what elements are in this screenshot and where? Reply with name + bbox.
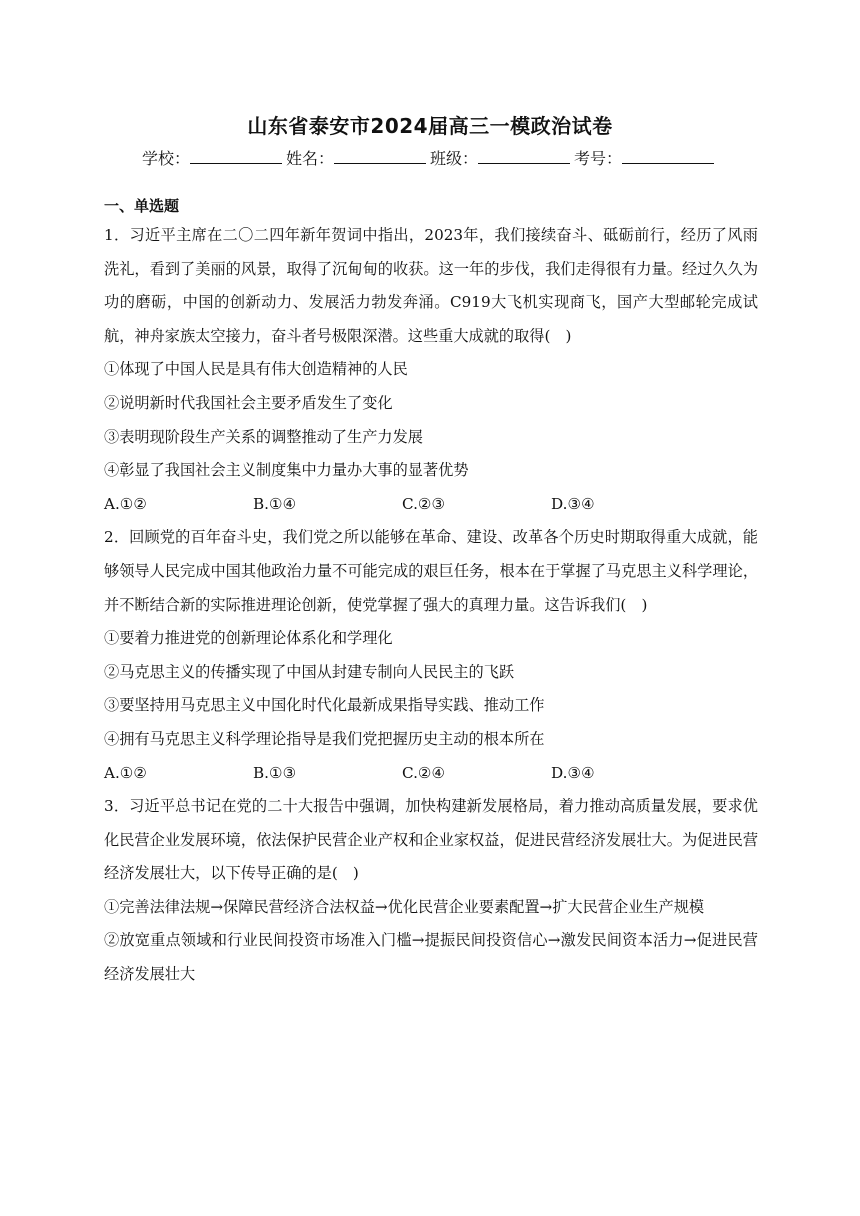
option-c: C.②③ bbox=[402, 494, 446, 513]
answer-options bbox=[104, 488, 758, 522]
exam-no-blank bbox=[622, 149, 714, 164]
option-d: D.③④ bbox=[551, 494, 595, 513]
class-label: 班级： bbox=[430, 149, 479, 168]
statement: ②说明新时代我国社会主要矛盾发生了变化 bbox=[104, 393, 393, 412]
statement: ①完善法律法规→保障民营经济合法权益→优化民营企业要素配置→扩大民营企业生产规模 bbox=[104, 897, 705, 916]
option-a: A.①② bbox=[104, 494, 148, 513]
statement: ②马克思主义的传播实现了中国从封建专制向人民民主的飞跃 bbox=[104, 662, 515, 681]
question-stem: 3．习近平总书记在党的二十大报告中强调，加快构建新发展格局，着力推动高质量发展，要求优化民营企业发展环境，依法保护民营企业产权和企业家权益，促进民营经济发展壮大。为促进民营经济发展壮大，以下传导正确的是( ) bbox=[104, 797, 758, 883]
statement: ③要坚持用马克思主义中国化时代化最新成果指导实践、推动工作 bbox=[104, 696, 545, 715]
class-blank bbox=[478, 149, 570, 164]
question-stem: 1．习近平主席在二〇二四年新年贺词中指出，2023年，我们接续奋斗、砥砺前行，经历了风雨洗礼，看到了美丽的风景，取得了沉甸甸的收获。这一年的步伐，我们走得很有力量。经过久久为功的磨砺，中国的创新动力、发展活力勃发奔涌。C919大飞机实现商飞，国产大型邮轮完成试航，神舟家族太空接力，奋斗者号极限深潜。这些重大成就的取得( ) bbox=[104, 226, 758, 345]
answer-options bbox=[104, 757, 758, 791]
question-stem: 2．回顾党的百年奋斗史，我们党之所以能够在革命、建设、改革各个历史时期取得重大成就，能够领导人民完成中国其他政治力量不可能完成的艰巨任务，根本在于掌握了马克思主义科学理论，并不断结合新的实际推进理论创新，使党掌握了强大的真理力量。这告诉我们( ) bbox=[104, 528, 758, 614]
name-label: 姓名： bbox=[285, 149, 334, 168]
statement: ④彰显了我国社会主义制度集中力量办大事的显著优势 bbox=[104, 461, 469, 480]
statement: ④拥有马克思主义科学理论指导是我们党把握历史主动的根本所在 bbox=[104, 729, 545, 748]
name-blank bbox=[334, 149, 426, 164]
option-b: B.①③ bbox=[253, 763, 297, 782]
option-a: A.①② bbox=[104, 763, 148, 782]
option-d: D.③④ bbox=[551, 763, 595, 782]
option-b: B.①④ bbox=[253, 494, 297, 513]
statement: ②放宽重点领域和行业民间投资市场准入门槛→提振民间投资信心→激发民间资本活力→促进民营经济发展壮大 bbox=[104, 931, 758, 984]
question-1 bbox=[104, 219, 758, 521]
student-info-line bbox=[0, 146, 860, 169]
questions-content bbox=[104, 219, 758, 992]
exam-title: 山东省泰安市2024届高三一模政治试卷 bbox=[247, 114, 613, 138]
option-c: C.②④ bbox=[402, 763, 446, 782]
question-3 bbox=[104, 790, 758, 992]
school-blank bbox=[190, 149, 282, 164]
section-heading: 一、单选题 bbox=[104, 197, 180, 215]
statement: ①要着力推进党的创新理论体系化和学理化 bbox=[104, 629, 393, 648]
statement: ③表明现阶段生产关系的调整推动了生产力发展 bbox=[104, 427, 423, 446]
question-2 bbox=[104, 521, 758, 790]
exam-no-label: 考号： bbox=[574, 149, 623, 168]
statement: ①体现了中国人民是具有伟大创造精神的人民 bbox=[104, 360, 408, 379]
school-label: 学校： bbox=[141, 149, 190, 168]
